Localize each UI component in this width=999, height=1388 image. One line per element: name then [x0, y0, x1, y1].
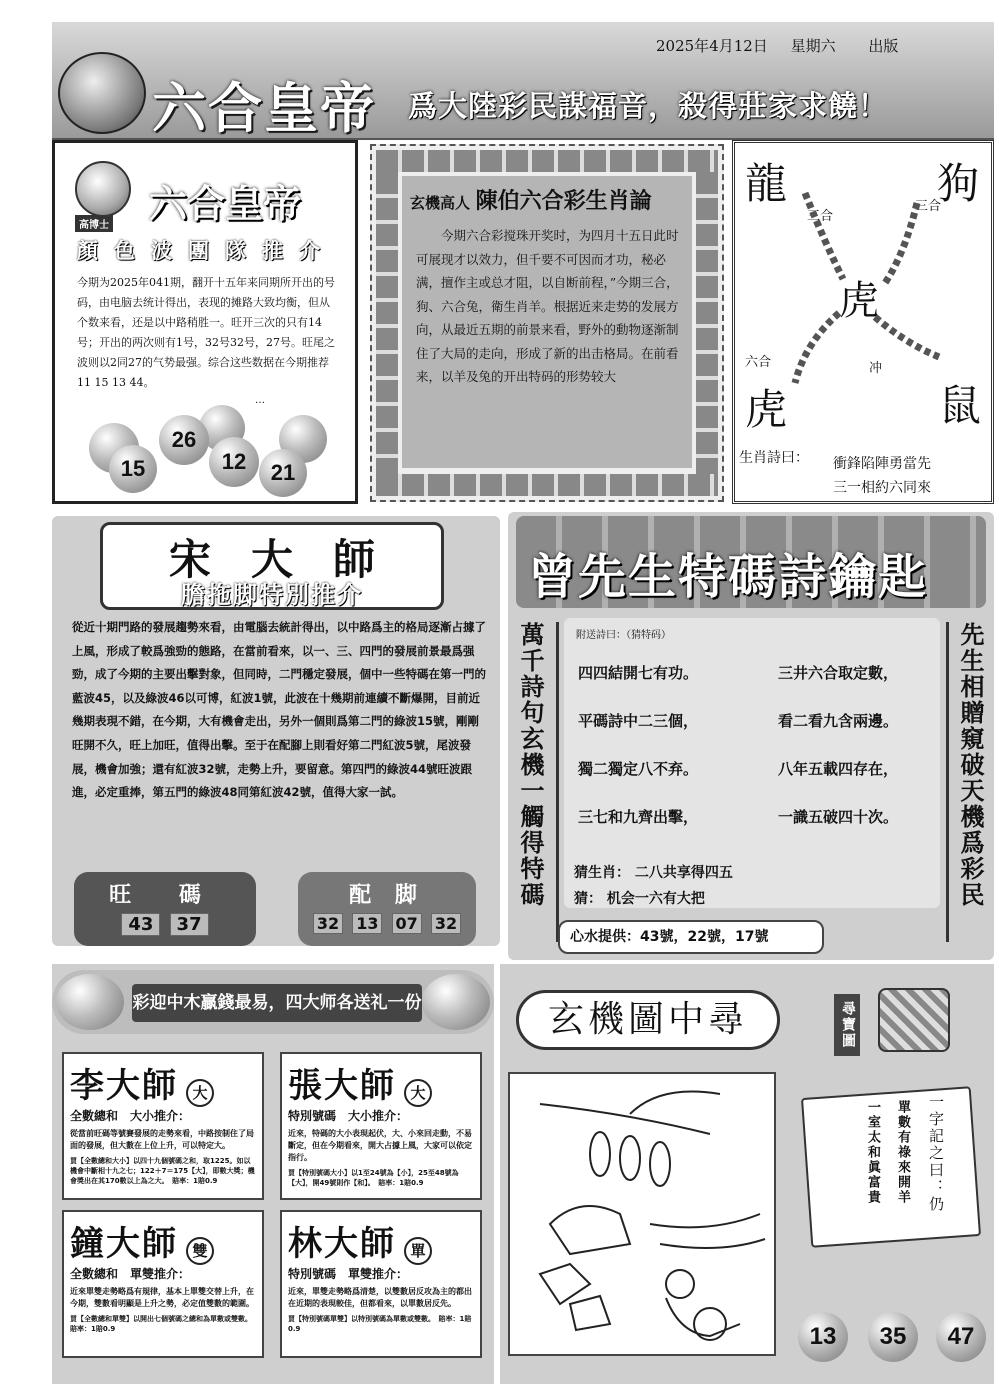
- banner-coin-left-icon: [56, 974, 124, 1030]
- zeng-footer: 心水提供：43號，22號，17號: [558, 920, 824, 954]
- chen-title: [410, 184, 652, 215]
- zodiac-tiger: 虎: [745, 385, 788, 434]
- master-sub: 特別號碼 大小推介：: [288, 1109, 409, 1123]
- logo-badge: 高博士: [75, 215, 113, 232]
- xuanji-ball: 35: [868, 1312, 918, 1362]
- pei-label: 配 脚: [349, 883, 425, 908]
- scroll: [794, 1084, 984, 1252]
- poem-line2: 三一相約六同來: [833, 480, 931, 496]
- sketch-illustration: [510, 1074, 774, 1354]
- sketch-person-body: [666, 1298, 740, 1336]
- lucky-ball: 26: [159, 415, 209, 465]
- master-card-li: [62, 1052, 264, 1200]
- song-text: 從近十期門路的發展趨勢來看，由電腦去統計得出，以中路爲主的格局逐漸占據了上風，形成了較爲強勁的態路，在當前看來，以一、三、四門的發展前景最爲强勁，成了今期的主要出擊對象，但同時，二門穩定發展，個中一些特碼在第一門的藍波45，以及綠波46以可博，紅波1號，此波在十幾期前連續不斷爆開，目前近幾期表現不錯，在今期，大有機會走出，另外一個則爲第二門的綠波15號，剛剛旺開不久，旺上加旺，值得出擊。至于在配腳上則看好第二門紅波5號，尾波發展，機會加強；還有紅波32號，走勢上升，要留意。第四門的綠波44號旺波跟進，必定重捧，第五門的綠波48同第紅波42號，值得大家一試。: [72, 620, 486, 800]
- header-date: [656, 35, 898, 56]
- pei-nums: [298, 913, 476, 934]
- master-note: 買【特別號碼大小】以1至24號為【小】，25至48號為【大】，開49號則作【和】。 賠率：1賠0.9: [288, 1169, 459, 1187]
- master-text: 近來，特碼的大小表現起伏，大、小來回走動，不易斷定，但在今期看來，開大占據上風，大家可以依定指行。: [288, 1129, 472, 1162]
- sketch-fruit: [620, 1136, 640, 1180]
- masters-banner: 彩迎中木贏錢最易，四大师各送礼一份: [132, 984, 422, 1022]
- pei-num: 07: [392, 913, 422, 934]
- panel-xuanji: [500, 964, 994, 1384]
- zodiac-border-strip: [696, 172, 718, 474]
- master-name: 鐘大師: [70, 1224, 178, 1264]
- master-name: 張大師: [288, 1066, 396, 1106]
- chen-title-small: 玄機高人: [410, 194, 471, 212]
- master-sub: 全數總和 大小推介：: [70, 1109, 191, 1123]
- song-title: 宋大師: [168, 535, 415, 584]
- master-text: 近來單雙走勢略爲有規律，基本上單雙交替上升，在今期，雙數看明顯是上升之勢，必定值雙數的範圍。: [70, 1287, 254, 1308]
- zeng-small-label: 附送詩曰：（猜特码）: [576, 630, 671, 641]
- header-title: 六合皇帝: [152, 76, 376, 140]
- publish-text: 出版: [868, 37, 899, 55]
- panel-color-wave: [52, 140, 358, 504]
- zodiac-border-strip: [376, 474, 718, 496]
- master-tag: 雙: [186, 1237, 214, 1265]
- panel-dots: …: [255, 395, 265, 406]
- header-slogan: 爲大陸彩民謀福音，殺得莊家求饒！: [408, 89, 889, 123]
- bubble-cluster: [89, 405, 329, 497]
- panel-four-masters: [52, 964, 494, 1384]
- pei-num: 32: [431, 913, 461, 934]
- panel-zodiac-diagram: [732, 140, 994, 504]
- poem-line1: 衝鋒陷陣勇當先: [833, 456, 931, 472]
- master-text: 近來，單雙走勢略爲清楚，以雙數居反攻為主的都出在近期的表現較佳，但都看來，以單數居反先。: [288, 1287, 472, 1308]
- xuanji-ball: 13: [798, 1312, 848, 1362]
- scroll-paper: [801, 1086, 981, 1247]
- label-sanhe-left: 三合: [807, 209, 834, 224]
- banner-coin-right-icon: [422, 974, 490, 1030]
- zeng-poem-line: 平碼詩中二三個，: [578, 712, 699, 730]
- zeng-left-vertical: 萬千詩句玄機一觸得特碼: [516, 622, 544, 908]
- master-name: 李大師: [70, 1066, 178, 1106]
- zodiac-rat: 鼠: [939, 381, 982, 430]
- zeng-right-rule: [946, 622, 949, 942]
- zodiac-arrows: [735, 143, 991, 443]
- master-text: 從當前旺碼等號賽發展的走勢來看，中路按制住了局面的發展，但大數在上位上升，可以特定大。: [70, 1129, 254, 1150]
- chen-inner: [402, 176, 692, 468]
- panel-zeng-poem: [508, 512, 994, 960]
- poem-label: 生肖詩曰：: [739, 450, 809, 466]
- header-band: [52, 22, 994, 140]
- master-card-zhong: [62, 1210, 264, 1358]
- wang-nums: [74, 913, 256, 936]
- panel-text: 今期为2025年041期，翻开十五年来同期所开出的号码，由电脑去统计得出，表现的摊路大致均衡，但从个数来看，还是以中路稍胜一。旺开三次的只有14号；开出的两次则有1号，32号32号，27号。旺尾之波则以2同27的气势最强。综合这些数据在今期推荐11 15 13 44。: [77, 276, 335, 389]
- master-tag: 大: [186, 1079, 214, 1107]
- xuanji-drawing: [508, 1072, 776, 1356]
- master-note: 買【全數總和單雙】以開出七個號碼之總和為單數或雙數。 賠率：1賠0.9: [70, 1315, 256, 1333]
- master-note: 買【全數總和大小】以四十九個號碼之和，取1225。如以機會中斷相十九之七；122＋7＝175【大】，即數大獎；機會獎出在其170數以上為之大。 賠率：1賠0.9: [70, 1157, 255, 1185]
- zodiac-tiger-center: 虎: [839, 278, 879, 324]
- scroll-line2: 一室太和眞富貴: [865, 1100, 880, 1205]
- song-title-box: [100, 522, 444, 610]
- sketch-rocks: [540, 1264, 610, 1330]
- wang-box: [74, 872, 256, 946]
- zeng-title: 曾先生特碼詩鑰匙: [528, 549, 929, 605]
- lucky-ball: 21: [259, 449, 307, 497]
- arrow-tiger-rat: [875, 317, 939, 357]
- scroll-side: 一字記之曰：仍: [927, 1094, 945, 1213]
- emperor-logo-icon: [58, 52, 146, 134]
- master-sub: 全數總和 單雙推介：: [70, 1267, 191, 1281]
- wang-num: 43: [121, 913, 160, 936]
- master-tag: 單: [404, 1237, 432, 1265]
- arrow-tiger-tiger: [795, 313, 839, 383]
- xuanji-ball: 47: [936, 1312, 986, 1362]
- zeng-poem-line: 一識五破四十次。: [778, 808, 899, 826]
- zeng-guess: 猜： 机会一六有大把: [574, 891, 705, 907]
- lucky-ball: 12: [209, 437, 259, 487]
- master-tag: 大: [404, 1079, 432, 1107]
- wang-label: 旺 碼: [109, 883, 221, 908]
- label-sanhe-right: 三合: [915, 199, 942, 214]
- zodiac-dog: 狗: [937, 159, 980, 208]
- chen-title-big: 陳伯六合彩生肖論: [475, 189, 652, 214]
- zeng-poem-line: 三七和九齊出擊，: [578, 808, 699, 826]
- master-name: 林大師: [288, 1224, 396, 1264]
- master-card-zhang: [280, 1052, 482, 1200]
- song-subtitle: 膽拖脚特別推介: [181, 581, 363, 609]
- treasure-tool-icon: [878, 988, 950, 1052]
- panel-chen-zodiac: [370, 144, 724, 502]
- sketch-fruit: [590, 1132, 610, 1176]
- zeng-poem-box: [564, 618, 940, 908]
- sketch-branch: [540, 1092, 720, 1135]
- panel-subtitle: 顏色波團隊推介: [77, 239, 336, 263]
- master-sub: 特別號碼 單雙推介：: [288, 1267, 409, 1281]
- sketch-river: [650, 1214, 765, 1248]
- chen-text: 今期六合彩搅珠开奖时，为四月十五日此时可展现才以效力，但千要不可因而才功，秘必满，擅作主或总才阻，以自断前程，”今期三合，狗、六合兔，衛生肖羊。根据近来走势的发展方向，从最近五期的前景来看，野外的動物逐渐制住了大局的走向，形成了新的出击格局。在前看来，以羊及兔的开出特码的形势较大: [416, 228, 679, 384]
- arrow-dragon-tiger: [805, 193, 843, 279]
- arrow-dog-tiger: [885, 203, 917, 283]
- panel-song-master: [52, 516, 500, 946]
- zeng-poem-line: 看二看九含兩邊。: [778, 712, 899, 730]
- label-chong: 冲: [869, 361, 883, 376]
- sketch-animal: [550, 1206, 630, 1254]
- sketch-person-head: [666, 1270, 694, 1298]
- xuanji-title: 玄機圖中尋: [516, 990, 780, 1050]
- date-text: 2025年4月12日: [656, 37, 768, 55]
- label-liuhe: 六合: [745, 355, 772, 370]
- zeng-poem-line: 獨二獨定八不弃。: [578, 760, 699, 778]
- scroll-line1: 單數有祿來開羊: [895, 1100, 910, 1205]
- zeng-right-vertical: 先生相贈窺破天機爲彩民: [956, 622, 984, 908]
- zodiac-border-strip: [376, 150, 718, 172]
- logo-title: 六合皇帝: [149, 181, 302, 226]
- weekday-text: 星期六: [790, 37, 836, 55]
- zeng-poem-line: 八年五載四存在，: [778, 760, 899, 778]
- zeng-guess-zodiac: 猜生肖： 二八共享得四五: [574, 865, 733, 881]
- pei-num: 32: [313, 913, 343, 934]
- zeng-left-rule: [556, 622, 559, 942]
- sketch-fruit: [650, 1142, 670, 1186]
- dr-logo-icon: [75, 161, 131, 217]
- master-card-lin: [280, 1210, 482, 1358]
- xuanji-badge: 尋寶圖: [834, 994, 860, 1056]
- wang-num: 37: [170, 913, 209, 936]
- zodiac-dragon: 龍: [745, 159, 788, 208]
- master-note: 買【特別號碼單雙】以特別號碼為單數或雙數。 賠率：1賠0.9: [288, 1315, 472, 1333]
- lucky-ball: 15: [109, 445, 157, 493]
- zodiac-border-strip: [376, 172, 398, 474]
- zeng-poem-line: 四四結開七有功。: [578, 664, 699, 682]
- pei-box: [298, 872, 476, 946]
- zeng-poem-line: 三井六合取定數，: [778, 664, 899, 682]
- pei-num: 13: [352, 913, 382, 934]
